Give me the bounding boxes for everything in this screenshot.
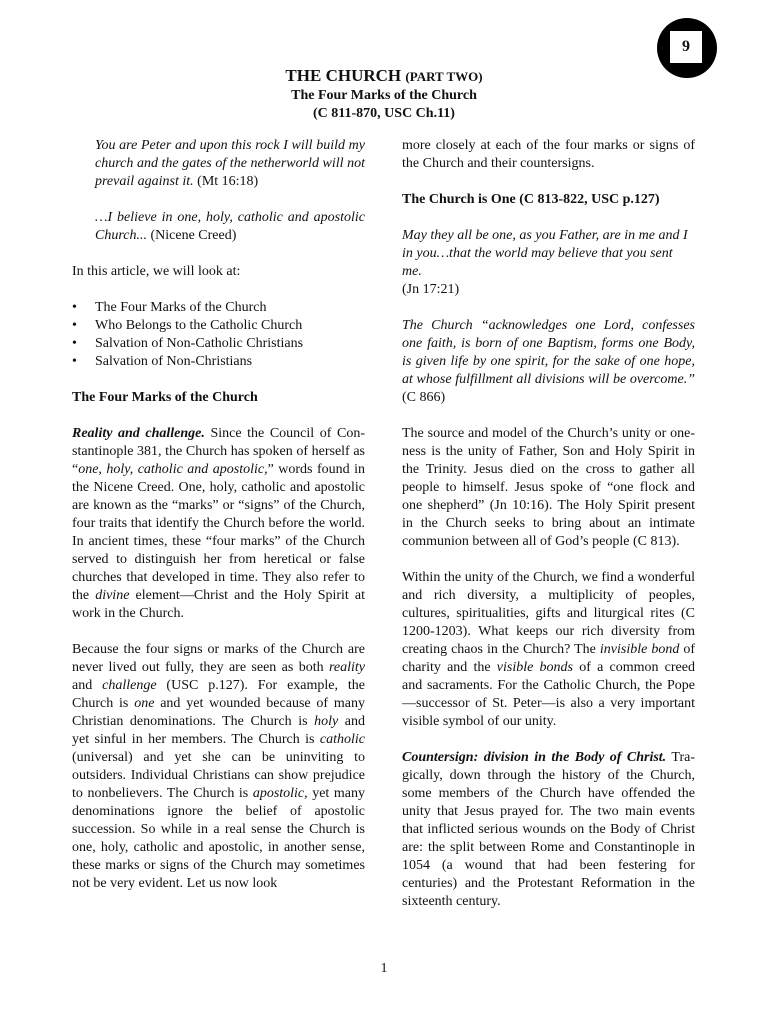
list-item: • Who Belongs to the Catholic Church xyxy=(72,318,303,333)
paragraph-continuation: more closely at each of the four marks or signs of the Church and their countersigns. xyxy=(402,138,695,171)
section-heading-church-is-one: The Church is One (C 813-822, USC p.127) xyxy=(402,192,660,207)
page-subtitle: The Four Marks of the Church xyxy=(291,88,477,103)
paragraph-diversity: Within the unity of the Church, we find a wonderful and rich diversity, a multiplicity of peoples, cultures, spiritualities, gifts and liturgical rites (C 1200-1203). What keeps our rich diversity from creating chaos in the Church? The invisible bond of charity and the visible bonds of a common creed and sacraments. For the Catholic Church, the Pope—successor of St. Peter—is also a very important visible symbol of our unity. xyxy=(402,570,695,729)
list-item: • Salvation of Non-Catholic Christians xyxy=(72,336,304,351)
page-title: THE CHURCH (PART TWO) xyxy=(285,66,483,85)
page-reference: (C 811-870, USC Ch.11) xyxy=(313,106,455,121)
intro-text: In this article, we will look at: xyxy=(72,264,241,279)
topics-list xyxy=(72,299,365,371)
page-number: 1 xyxy=(380,961,388,976)
opening-quote-creed: …I believe in one, holy, catholic and apostolic Church... (Nicene Creed) xyxy=(95,210,365,243)
left-column xyxy=(72,137,365,911)
right-column xyxy=(402,137,695,929)
list-item: • The Four Marks of the Church xyxy=(72,300,267,315)
section-heading-four-marks: The Four Marks of the Church xyxy=(72,390,258,405)
paragraph-four-signs: Because the four signs or marks of the Church are never lived out fully, they are seen as both reality and challenge (USC p.127). For example, the Church is one and yet wounded because of many Christian denominations. The Church is holy and yet sinful in her members. The Church is catholic (universal) and yet she can be uninviting to outsiders. Individual Christians can show prejudice to nonbelievers. The Church is apostolic, yet many denominations ignore the belief of apostolic succession. So while in a real sense the Church is one, holy, catholic and apostolic, in another sense, these marks or signs of the Church may sometimes not be very evident. Let us now look xyxy=(72,642,366,891)
paragraph-countersign-division: Countersign: division in the Body of Christ. Tra-gically, down through the history of the Church, some members of the Church have offended the unity that Jesus prayed for. The two main events that inflicted serious wounds on the Body of Christ are: the split between Rome and Constantinople in 1054 (a wound that had been festering for centuries) and the Protestant Reformation in the sixteenth century. xyxy=(402,750,695,909)
quote-catechism: The Church “acknowledges one Lord, confesses one faith, is born of one Baptism, forms one Body, is given life by one spirit, for the sake of one hope, at whose fulfillment all divisions will be overcome.” (C 866) xyxy=(402,318,695,405)
paragraph-reality-challenge: Reality and challenge. Since the Council of Con-stantinople 381, the Church has spoken of herself as “one, holy, catholic and apostolic,” words found in the Nicene Creed. One, holy, catholic and apostolic are known as the “marks” or “signs” of the Church, four traits that identify the Church before the world. In ancient times, these “four marks” of the Church served to distinguish her from heretical or false churches that developed in time. They also refer to the divine element—Christ and the Holy Spirit at work in the Church. xyxy=(72,426,366,621)
quote-john: May they all be one, as you Father, are in me and I in you…that the world may believe that you sent me. (Jn 17:21) xyxy=(402,228,688,297)
list-item: • Salvation of Non-Christians xyxy=(72,354,253,369)
paragraph-source-of-unity: The source and model of the Church’s unity or one-ness is the unity of Father, Son and Holy Spirit in the Trinity. Jesus died on the cross to gather all people to himself. Jesus spoke of “one flock and one shepherd” (Jn 10:16). The Holy Spirit present in the Church seeks to bring about an intimate communion between all of God’s people (C 813). xyxy=(402,426,695,549)
chapter-number: 9 xyxy=(669,30,703,64)
document-header xyxy=(0,66,768,123)
opening-quote-matthew: You are Peter and upon this rock I will build my church and the gates of the netherworld will not prevail against it. (Mt 16:18) xyxy=(95,138,365,189)
